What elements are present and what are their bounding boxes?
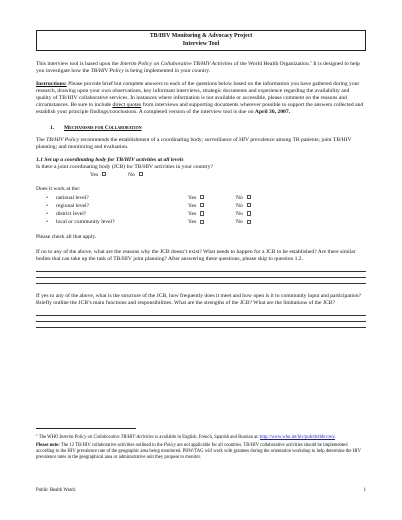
page-number: 1 bbox=[363, 488, 366, 493]
who-policy-link[interactable]: http://www.who.int/hiv/pub/tb/tbhiv/en/ bbox=[260, 435, 335, 440]
level-item-regional: • regional level? Yes No bbox=[36, 203, 366, 211]
project-title: TB/HIV Monitoring & Advocacy Project bbox=[149, 33, 253, 39]
district-no-checkbox[interactable] bbox=[247, 211, 251, 215]
section-intro: The TB/HIV Policy recommends the establishment of a coordinating body; surveillance of HIV prevalence among TB patients; joint TB/HIV planning; and monitoring and evaluation. bbox=[36, 136, 352, 150]
footnote-ref-1: 1 bbox=[310, 60, 312, 65]
level-list bbox=[36, 195, 366, 228]
jcb-yes-no-row: Yes No bbox=[36, 172, 366, 179]
national-yes-checkbox[interactable] bbox=[200, 195, 204, 199]
level-item-district: • district level? Yes No bbox=[36, 211, 366, 219]
level-item-national: • national level? Yes No bbox=[36, 195, 366, 203]
check-all-note: Please check all that apply. bbox=[36, 233, 97, 240]
section-heading: 1. Mechanisms for Collaboration bbox=[50, 124, 142, 131]
if-no-answer-lines[interactable] bbox=[36, 266, 366, 284]
jcb-question: Is there a joint coordinating body (JCB) for TB/HIV activities in your country? bbox=[36, 163, 213, 170]
level-item-local: • local or community level? Yes No bbox=[36, 219, 366, 227]
jcb-yes-checkbox[interactable] bbox=[102, 172, 106, 176]
intro-paragraph: This interview tool is based upon the Interim Policy on Collaborative TB/HIV Activities of the World Health Organization.$^1$ It is designed to help you investigate how the TB/HIV Policy is being implemented in your country. bbox=[36, 60, 360, 75]
if-no-question: If no to any of the above, what are the reasons why the JCB doesn’t exist? What needs to happen for a JCB to be established? Are there similar bodies that can take up the task of TB/HIV joint planning? After answering these questions, please skip to question 1.2. bbox=[36, 248, 356, 262]
work-level-question: Does it work at the: bbox=[36, 185, 81, 192]
national-no-checkbox[interactable] bbox=[247, 195, 251, 199]
district-yes-checkbox[interactable] bbox=[200, 211, 204, 215]
if-yes-answer-lines[interactable] bbox=[36, 310, 366, 328]
page-footer bbox=[36, 488, 366, 494]
document-page bbox=[36, 30, 366, 328]
footnote-1: $^1$ The WHO Interim Policy on Collaborative TB/HIV Activities is available in English, French, Spanish and Russian at: http://www.who.int/hiv/pub/tb/tbhiv/en/. bbox=[36, 433, 337, 440]
jcb-no-checkbox[interactable] bbox=[139, 172, 143, 176]
instructions-paragraph: Instructions: Please provide brief but complete answers to each of the questions below based on the information you have gathered during your research, drawing upon your own observations, key informant interviews, strategic documents and experience regarding the availability and quality of TB/HIV collaborative services. In instances where information is not available or accessible, please comment on the reasons and circumstances. Be sure to include direct quotes from interviews and supporting documents wherever possible to support the answers collected and establish your principle findings/conclusions. A completed version of the interview tool is due on April 30, 2007. bbox=[36, 81, 364, 115]
footer-org: Public Health Watch bbox=[36, 488, 76, 493]
please-note: Please note: The 12 TB/HIV collaborative activities outlined in the Policy are not applicable for all countries. TB/HIV collaborative activities should be implemented according to the HIV prevalence rate of the geographic area being monitored. PHW/TAG will work with grantees during the orientation workshop to help determine the HIV prevalence rates in the geographical area or administrative unit they propose to monitor. bbox=[36, 443, 361, 461]
instructions-label: Instructions: bbox=[36, 81, 67, 88]
footnote-separator bbox=[36, 428, 136, 429]
due-date: April 30, 2007. bbox=[254, 109, 291, 115]
if-yes-question: If yes to any of the above, what is the structure of the JCB, how frequently does it meet and how open is it to community input and participation? Briefly outline the JCB’s main functions and responsibilities. What are the strengths of the JCB? What are the limitations of the JCB? bbox=[36, 292, 361, 306]
footnotes bbox=[36, 433, 366, 461]
document-title-box bbox=[36, 30, 366, 51]
tool-title: Interview Tool bbox=[182, 40, 220, 47]
local-yes-checkbox[interactable] bbox=[200, 220, 204, 224]
local-no-checkbox[interactable] bbox=[247, 220, 251, 224]
subsection-heading: 1.1 Set up a coordinating body for TB/HIV activities at all levels bbox=[36, 156, 184, 163]
regional-no-checkbox[interactable] bbox=[247, 203, 251, 207]
regional-yes-checkbox[interactable] bbox=[200, 203, 204, 207]
